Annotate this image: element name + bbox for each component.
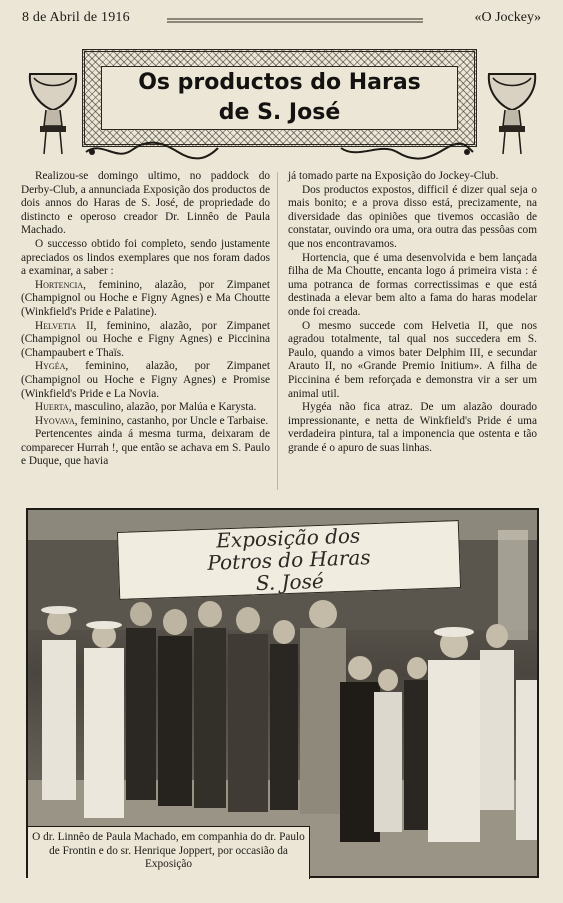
horse-entry-hygea — [21, 360, 270, 401]
horse-description: feminino, alazão, por Zimpanet (Champignol ou Hoche e Figny Agnes) e Piccinina (Champaubert e Thaïs. — [21, 319, 270, 359]
group-photograph — [26, 508, 539, 878]
right-scroll-flourish — [337, 140, 477, 162]
horse-entry-helvetia — [21, 320, 270, 361]
column-divider — [277, 172, 278, 490]
horse-description: feminino, alazão, por Zimpanet (Champignol ou Hoche e Figny Agnes) e Ma Choutte (Winkfield's Pride e Palatine). — [21, 278, 270, 318]
horse-entry-hyovava — [21, 415, 270, 429]
article-title-panel — [101, 66, 458, 130]
paragraph-helvetia: O mesmo succede com Helvetia II, que nos agradou totalmente, tal qual nos succedera em S. Paulo, quando a vimos bater Delphim III, e secundar Arauto II, no «Grande Premio Initium». A filha de Piccinina é bem reforçada e demonstra vir a ser um animal util. — [288, 319, 537, 400]
article-right-column — [288, 170, 537, 455]
article-title-line-1: Os productos do Haras — [138, 70, 421, 95]
horse-description: feminino, alazão, por Zimpanet (Champignol ou Hoche e Figny Agnes) e Promise (Winkfield's Pride e La Novia. — [21, 360, 270, 400]
header-ornament-rule — [167, 17, 423, 24]
publication-name: «O Jockey» — [474, 10, 541, 25]
article-left-column — [21, 170, 270, 469]
paragraph-hygea: Hygéa não fica atraz. De um alazão dourado impressionante, e netta de Winkfield's Pride é uma verdadeira pintura, tal a imponencia que ostenta e tão grande é o apuro de suas linhas. — [288, 401, 537, 454]
banner-line-1: Exposição dos — [215, 523, 361, 553]
paragraph-difficulty: Dos productos expostos, difficil é dizer qual seja o mais bonito; e a prova disso está, precizamente, na diversidade das opiniões que tivemos occasião de constatar, ouvindo ora uma, ora outra das pessôas com que nos encontravamos. — [288, 183, 537, 250]
horse-name: Hyovava, — [35, 414, 78, 427]
left-urn-ornament — [24, 64, 82, 156]
paragraph-intro: Realizou-se domingo ultimo, no paddock do Derby-Club, a annunciada Exposição dos productos de dois annos do Haras de S. José, de propriedade do distincto e operoso creador Dr. Linnêo de Paula Machado. — [21, 170, 270, 237]
paragraph-success: O successo obtido foi completo, sendo justamente apreciados os lindos exemplares que nos foram dados a examinar, a saber : — [21, 237, 270, 278]
article-title-line-2: de S. José — [218, 100, 341, 125]
horse-name: Helvetia II, — [35, 319, 97, 332]
paragraph-continuation: já tomado parte na Exposição do Jockey-Club. — [288, 170, 499, 182]
left-scroll-flourish — [82, 140, 222, 162]
banner-line-3: S. José — [255, 568, 325, 596]
horse-entry-huerta — [21, 401, 270, 415]
standing-figures — [41, 600, 537, 842]
horse-description: masculino, alazão, por Malúa e Karysta. — [71, 401, 257, 414]
issue-date: 8 de Abril de 1916 — [22, 10, 130, 25]
banner-line-2: Potros do Haras — [206, 545, 371, 575]
horse-name: Hygéa, — [35, 360, 69, 373]
paragraph-absent: Pertencentes ainda á mesma turma, deixaram de comparecer Hurrah !, que então se achava em S. Paulo e Duque, que havia — [21, 428, 270, 468]
horse-description: feminino, castanho, por Uncle e Tarbaise. — [77, 414, 269, 427]
paragraph-hortencia: Hortencia, que é uma desenvolvida e bem lançada filha de Ma Choutte, encanta logo á primeira vista : é uma potranca de formas correctissimas e que está destinada a elevar bem alto a fama do haras modelar onde foi creada. — [288, 251, 537, 318]
horse-name: Hortencia, — [35, 278, 86, 291]
photo-caption: O dr. Linnêo de Paula Machado, em companhia do dr. Paulo de Frontin e do sr. Henrique Joppert, por occasião da Exposição — [28, 826, 310, 879]
right-urn-ornament — [483, 64, 541, 156]
horse-entry-hortencia — [21, 279, 270, 320]
article-title-frame — [82, 49, 477, 147]
exhibition-banner — [117, 520, 461, 600]
article-title — [138, 68, 421, 128]
horse-name: Huerta, — [35, 401, 72, 414]
